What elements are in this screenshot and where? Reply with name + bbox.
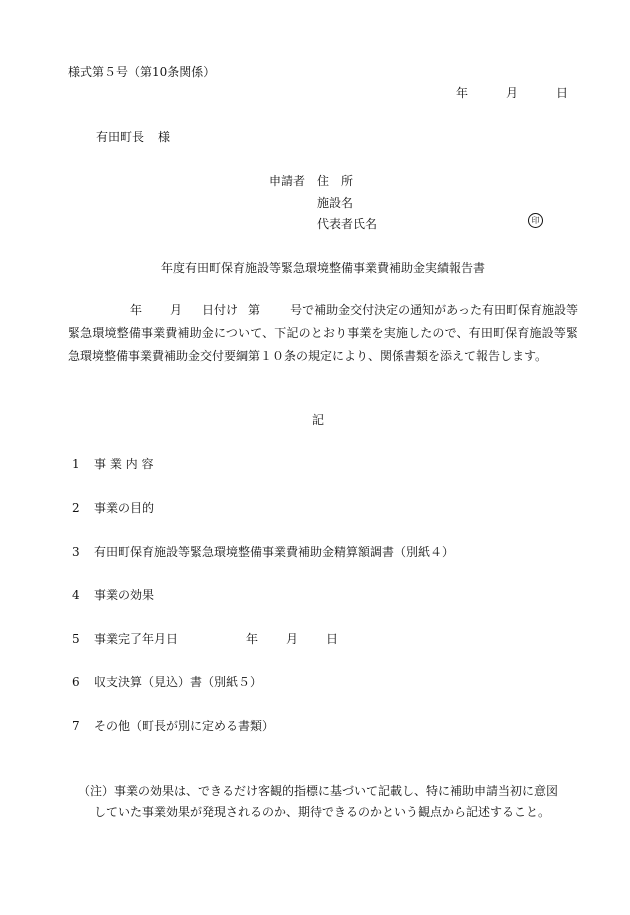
footnote <box>78 781 568 823</box>
date-year: 年 <box>455 86 468 100</box>
representative-label: 代表者氏名 <box>317 217 378 231</box>
list-item: 3 有田町保育施設等緊急環境整備事業費補助金精算額調書（別紙４） <box>72 545 455 559</box>
list-item: 5 事業完了年月日 年 月 日 <box>72 632 339 646</box>
body-month: 月 <box>170 303 183 317</box>
body-paragraph <box>68 299 578 368</box>
ki-heading: 記 <box>312 413 325 427</box>
list-item: 2 事業の目的 <box>72 501 155 515</box>
date-day: 日 <box>555 86 568 100</box>
footnote-line-1: （注）事業の効果は、できるだけ客観的指標に基づいて記載し、特に補助申請当初に意図 <box>78 784 559 798</box>
addressee <box>96 129 170 145</box>
list-item: 7 その他（町長が別に定める書類） <box>72 719 275 733</box>
footnote-line-2: していた事業効果が発現されるのか、期待できるのかという観点から記述すること。 <box>94 805 551 819</box>
completion-day: 日 <box>326 632 339 646</box>
body-text-main: 号で補助金交付決定の通知があった有田町保育施設等緊急環境整備事業費補助金について、下記のとおり事業を実施したので、有田町保育施設等緊急環境整備事業費補助金交付要綱第１０条の規定により、関係書類を添えて報告します。 <box>68 303 578 363</box>
addressee-name: 有田町長 <box>96 130 145 144</box>
body-day-ref: 日付け <box>202 303 239 317</box>
list-item: 4 事業の効果 <box>72 588 155 602</box>
completion-month: 月 <box>286 632 299 646</box>
address-label: 住 所 <box>317 174 354 188</box>
list-item: 1 事 業 内 容 <box>72 457 154 471</box>
document-title: 年度有田町保育施設等緊急環境整備事業費補助金実績報告書 <box>161 261 486 275</box>
form-number: 様式第５号（第10条関係） <box>68 65 216 79</box>
list-item: 6 収支決算（見込）書（別紙５） <box>72 675 263 689</box>
completion-year: 年 <box>246 632 259 646</box>
date-line <box>456 85 568 101</box>
addressee-honorific: 様 <box>158 130 171 144</box>
body-number-prefix: 第 <box>248 303 261 317</box>
body-year: 年 <box>130 303 143 317</box>
date-month: 月 <box>505 86 518 100</box>
applicant-label: 申請者 <box>269 174 306 188</box>
seal-icon: 印 <box>528 213 543 228</box>
facility-label: 施設名 <box>317 196 354 210</box>
